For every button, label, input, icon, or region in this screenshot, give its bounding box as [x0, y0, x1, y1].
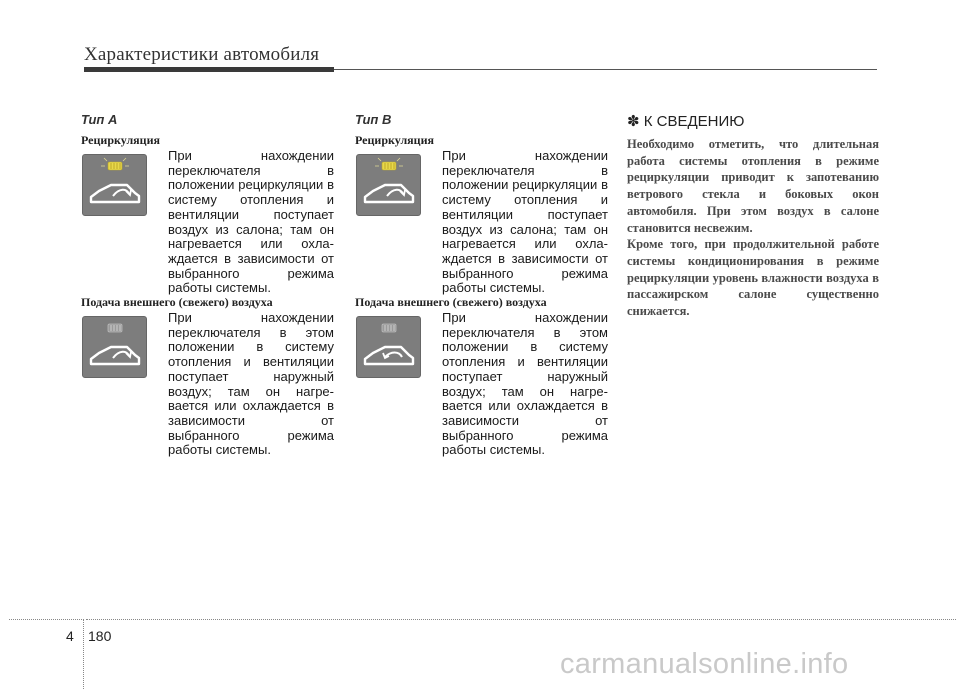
note-paragraph: Необходимо отметить, что длительная работа системы отопления в режиме рециркуляции приводит к запотеванию ветрового стекла и боковых окон автомобиля. При этом воздух в салоне становится несвежим.	[627, 137, 879, 235]
section-description: При нахождении переключателя в этом положении в систему отопления и вентиляции поступает наружный воздух; там он нагре-вается или охлаждается в зависимости от выбранного режима работы системы.	[442, 310, 608, 458]
section-heading: Рециркуляция	[81, 133, 160, 147]
note-box	[627, 112, 879, 320]
section-recirculation	[81, 148, 334, 296]
recirculation-button-icon	[82, 154, 147, 216]
page-number: 180	[88, 628, 112, 644]
watermark: carmanualsonline.info	[560, 648, 849, 680]
section-heading: Подача внешнего (свежего) воздуха	[355, 295, 547, 309]
fresh-air-button-icon	[356, 316, 421, 378]
note-title: ✽ К СВЕДЕНИЮ	[627, 113, 745, 130]
footer-divider	[83, 619, 84, 689]
header-bar	[84, 67, 334, 72]
column-type-b	[355, 112, 608, 471]
section-heading: Рециркуляция	[355, 133, 434, 147]
footer-rule-right	[86, 619, 956, 620]
fresh-air-button-icon	[82, 316, 147, 378]
section-description: При нахождении переключателя в этом положении в систему отопления и вентиляции поступает наружный воздух; там он нагре-вается или охлаждается в зависимости от выбранного режима работы системы.	[168, 310, 334, 458]
note-paragraph: Кроме того, при продолжительной работе системы кондиционирования в режиме рециркуляции уровень влажности воздуха в пассажирском салоне существенно снижается.	[627, 237, 879, 319]
section-description: При нахождении переключателя в положении рециркуляции в систему отопления и вентиляции поступает воздух из салона; там он нагревается или охла-ждается в зависимости от выбранного режима работы системы.	[168, 148, 334, 296]
type-a-label: Тип A	[81, 112, 118, 127]
footer-rule-left	[9, 619, 82, 620]
note-body	[627, 136, 879, 320]
column-type-a	[81, 112, 334, 471]
chapter-number: 4	[66, 628, 74, 644]
type-b-label: Тип B	[355, 112, 392, 127]
header-title: Характеристики автомобиля	[84, 44, 320, 65]
section-fresh-air	[355, 310, 608, 471]
recirculation-button-icon	[356, 154, 421, 216]
section-fresh-air	[81, 310, 334, 471]
header-rule	[334, 69, 877, 70]
section-description: При нахождении переключателя в положении рециркуляции в систему отопления и вентиляции поступает воздух из салона; там он нагревается или охла-ждается в зависимости от выбранного режима работы системы.	[442, 148, 608, 296]
section-recirculation	[355, 148, 608, 296]
section-heading: Подача внешнего (свежего) воздуха	[81, 295, 273, 309]
